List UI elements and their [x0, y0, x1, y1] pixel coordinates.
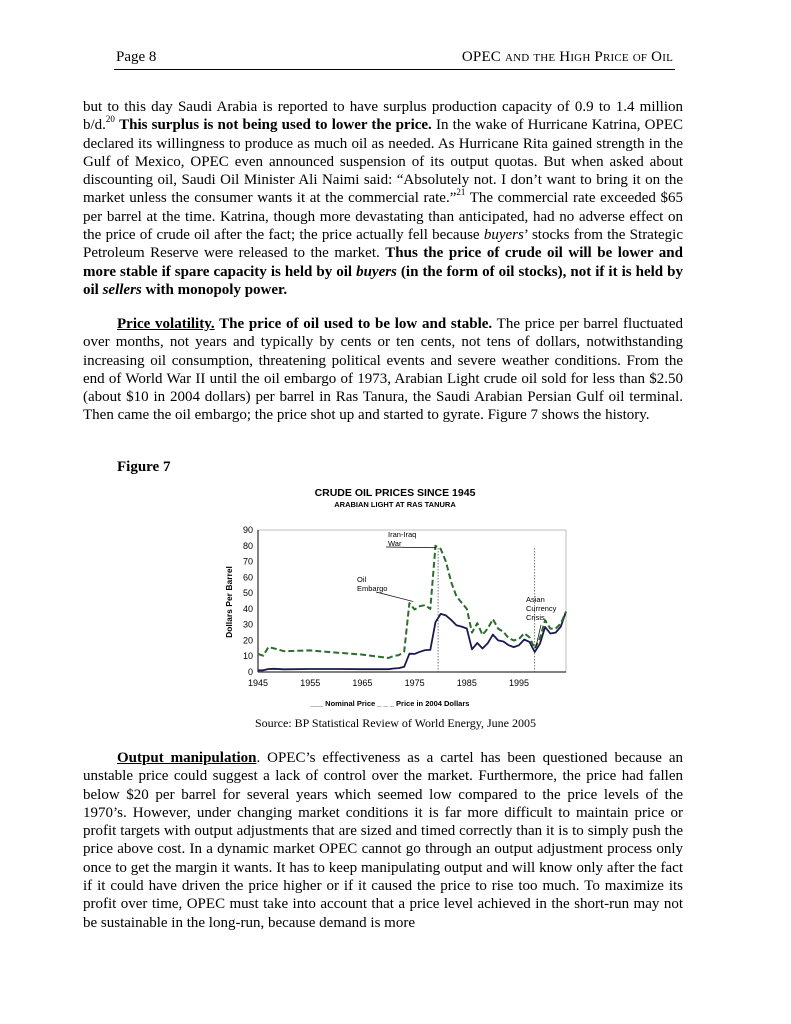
p1-text-2: In the wake of Hurricane Katrina, OPEC declared its willingness to produce as much oil as needed. As Hurricane Rita gained strength in the Gulf of Mexico, OPEC even announced suspension of its output quotas. But when asked about discounting oil, Saudi Oil Minister Ali Naimi said: “Absolutely not. I don’t want to bring it on the market unless the consumer wants it at the commercial rate.” — [83, 117, 683, 207]
p1-italic-buyers: buyers — [483, 227, 524, 244]
x-tick-label: 1995 — [509, 678, 530, 688]
y-tick-label: 0 — [247, 667, 253, 677]
annotation-label: Crisis — [526, 613, 545, 622]
p1-bold-italic-buyers: buyers — [356, 263, 397, 280]
chart-title: CRUDE OIL PRICES SINCE 1945 — [314, 487, 476, 499]
heading-price-volatility: Price volatility. — [117, 316, 215, 332]
chart-subtitle: ARABIAN LIGHT AT RAS TANURA — [334, 500, 456, 509]
annotation-label: Iran-Iraq — [388, 530, 417, 539]
y-tick-label: 60 — [242, 572, 253, 583]
y-tick-label: 70 — [242, 556, 253, 567]
x-tick-label: 1975 — [404, 678, 425, 688]
y-tick-label: 80 — [242, 540, 253, 551]
chart-series — [258, 546, 566, 671]
annotation-label: Asian — [526, 595, 545, 604]
running-title: OPEC and the High Price of Oil — [461, 49, 673, 65]
paragraph-spare-capacity — [83, 98, 683, 299]
paragraph-output-manipulation — [83, 749, 683, 932]
y-axis-label: Dollars Per Barrel — [224, 566, 234, 638]
paragraph-price-volatility — [83, 315, 683, 425]
x-tick-label: 1955 — [300, 678, 321, 688]
chart-annotations — [357, 530, 557, 648]
y-tick-label: 10 — [242, 651, 253, 662]
crude-oil-price-chart — [220, 484, 570, 710]
annotation-arrow — [376, 592, 413, 602]
figure-source: Source: BP Statistical Review of World Energy, June 2005 — [255, 716, 536, 730]
footnote-ref-21[interactable]: 21 — [456, 187, 466, 198]
p1-bold-4: with monopoly power. — [141, 281, 288, 298]
y-tick-label: 40 — [242, 603, 253, 614]
page-number: Page 8 — [116, 49, 157, 65]
chart-legend: ___ Nominal Price _ _ _ Price in 2004 Dollars — [310, 699, 470, 708]
y-tick-labels — [243, 525, 253, 677]
p1-bold-3: (in the form of oil stocks), not if it is held by oil — [83, 263, 683, 298]
event-markers — [438, 548, 535, 672]
p3-text-1: . OPEC’s effectiveness as a cartel has been questioned because an unstable price could suggest a lack of control over the market. Furthermore, the price had fallen below $20 per barrel for several years which seemed low compared to the price levels of the 1970’s. However, under changing market conditions it is far more difficult to maintain price or profit targets with output adjustments that are sized and timed correctly than it is to simply push the price above cost. In a dynamic market OPEC cannot go through an output adjustment process only once to get the margin it wants. It has to keep manipulating output and will know only after the fact if it could have driven the price higher or if it caused the price to rise too much. To maximize its profit over time, OPEC must take into account that a price level achieved in the short-run may not be sustainable in the long-run, because demand is more — [83, 750, 683, 931]
p2-text-1: The price per barrel fluctuated over months, not years and typically by cents or ten cents, not tens of dollars, notwithstanding increasing oil consumption, threatening political events and severe weather conditions. From the end of World War II until the oil embargo of 1973, Arabian Light crude oil sold for less than $2.50 (about $10 in 2004 dollars) per barrel in Ras Tanura, the Saudi Arabian Persian Gulf oil terminal. Then came the oil embargo; the price shot up and started to gyrate. Figure 7 shows the history. — [83, 316, 684, 424]
y-tick-label: 50 — [242, 588, 253, 599]
x-tick-label: 1965 — [352, 678, 373, 688]
y-tick-label: 30 — [242, 619, 253, 630]
annotation-label: Currency — [526, 604, 557, 613]
p1-bold-1: This surplus is not being used to lower the price. — [119, 117, 432, 134]
p1-text-3: The commercial rate exceeded $65 per barrel at the time. Katrina, though more devastating than anticipated, had no adverse effect on the price of crude oil after the fact; the price actually fell because — [83, 190, 683, 244]
p1-text-4: ’ stocks from the Strategic Petroleum Reserve were released to the market. — [83, 227, 683, 262]
annotation-label: Embargo — [357, 584, 388, 593]
p2-bold-1: The price of oil used to be low and stable. — [214, 316, 493, 332]
figure-label: Figure 7 — [117, 459, 171, 475]
series-line-nominal-price — [258, 612, 566, 671]
x-tick-label: 1945 — [247, 678, 269, 688]
x-tick-labels — [248, 678, 529, 688]
y-tick-label: 90 — [242, 525, 253, 535]
y-tick-label: 20 — [242, 635, 253, 646]
heading-output-manipulation: Output manipulation — [117, 750, 257, 766]
footnote-ref-20[interactable]: 20 — [105, 114, 115, 125]
annotation-label: Oil — [357, 575, 367, 584]
page-header — [114, 47, 675, 70]
p1-bold-italic-sellers: sellers — [102, 281, 142, 298]
series-line-real-price — [258, 546, 566, 658]
p1-text-1: but to this day Saudi Arabia is reported to have surplus production capacity of 0.9 to 1.4 million b/d. — [83, 99, 683, 134]
x-tick-label: 1985 — [456, 678, 477, 688]
p1-bold-2: Thus the price of crude oil will be lower and more stable if spare capacity is held by oil — [83, 245, 683, 280]
annotation-label: War — [388, 539, 402, 548]
